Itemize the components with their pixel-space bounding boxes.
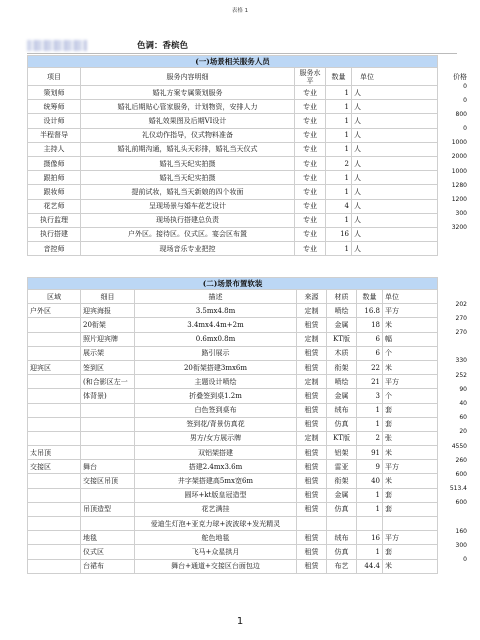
row-area [28,318,81,332]
row-unit: 人 [352,242,438,256]
row-item: 主持人 [28,142,81,156]
row-qty: 9 [357,460,383,474]
row-desc: 婚礼后期贴心管家服务，计划物资，安排人力 [81,100,295,114]
row-desc: 花艺满挂 [135,502,297,516]
row-price: 3200 [451,224,467,232]
row-desc: 井字架搭建高5mx宽6m [135,474,297,488]
row-qty: 16 [326,227,352,241]
row-qty: 1 [326,114,352,128]
row-area [28,502,81,516]
page-number: 1 [236,616,244,627]
row-price: 60 [459,414,467,422]
row-desc: 现场执行搭建总负责 [81,213,295,227]
col-item: 项目 [28,68,81,86]
row-qty: 1 [326,213,352,227]
service-staff-table [27,55,438,256]
row-price: 800 [455,110,467,118]
table-row [28,360,438,374]
row-desc: 礼仪动作指导，仪式物料准备 [81,128,295,142]
row-level: 专业 [295,114,326,128]
row-price: 20 [459,428,467,436]
row-area [28,559,81,573]
row-price: 260 [455,456,467,464]
row-price: 300 [455,210,467,218]
row-price: 600 [455,470,467,478]
col-unit2: 单位 [383,290,438,304]
row-mat: 铝架 [327,446,357,460]
row-sub: 地毯 [81,531,135,545]
row-qty: 1 [357,403,383,417]
row-desc: 3.4mx4.4m+2m [135,318,297,332]
row-area [28,332,81,346]
row-src: 租赁 [297,360,327,374]
row-item: 摄像师 [28,156,81,170]
row-mat: 喷绘 [327,375,357,389]
row-qty: 1 [326,100,352,114]
row-unit: 个 [383,389,438,403]
row-desc: 签到花/背景仿真花 [135,417,297,431]
row-price: 300 [455,541,467,549]
row-src: 租赁 [297,389,327,403]
row-qty: 1 [357,502,383,516]
row-qty: 1 [326,142,352,156]
row-sub [81,517,135,531]
table-row [28,185,438,199]
table-row [28,375,438,389]
row-sub: 迎宾海报 [81,304,135,318]
row-unit: 米 [383,318,438,332]
row-price: 330 [455,357,467,365]
row-sub: (和合影区左一 [81,375,135,389]
row-qty: 1 [326,242,352,256]
table-row [28,517,438,531]
row-mat: 仿真 [327,545,357,559]
row-desc: 搭建2.4mx3.6m [135,460,297,474]
row-area [28,431,81,445]
table-row [28,431,438,445]
row-sub [81,403,135,417]
row-unit: 米 [383,474,438,488]
col-sub: 细目 [81,290,135,304]
row-unit: 人 [352,114,438,128]
row-desc: 折叠签到桌1.2m [135,389,297,403]
table-row [28,559,438,573]
row-area: 迎宾区 [28,360,81,374]
row-desc: 户外区。接待区。仪式区。宴会区布置 [81,227,295,241]
row-mat: 金属 [327,318,357,332]
row-unit: 人 [352,156,438,170]
row-sub: 吊顶造型 [81,502,135,516]
row-desc: 白色签到桌布 [135,403,297,417]
row-unit: 米 [383,360,438,374]
row-desc: 舵色地毯 [135,531,297,545]
row-desc: 圆环+kt版皇冠造型 [135,488,297,502]
table-row [28,332,438,346]
table-row [28,128,438,142]
row-level: 专业 [295,185,326,199]
row-mat [327,517,357,531]
row-price: 252 [455,371,467,379]
row-desc: 婚礼效果图及后期VI设计 [81,114,295,128]
row-sub: 展示架 [81,346,135,360]
row-sub [81,488,135,502]
row-area [28,417,81,431]
row-qty: 1 [326,171,352,185]
row-qty: 91 [357,446,383,460]
row-unit: 张 [383,431,438,445]
row-unit: 平方 [383,531,438,545]
row-desc: 舞台+通道+交接区台面包边 [135,559,297,573]
row-qty: 21 [357,375,383,389]
sheet-title: 表格 1 [231,8,249,14]
row-mat: 布艺 [327,559,357,573]
row-desc: 现场音乐专业把控 [81,242,295,256]
decor-table [27,277,438,574]
row-area [28,531,81,545]
row-sub: 照片迎宾牌 [81,332,135,346]
row-area [28,474,81,488]
row-src: 租赁 [297,502,327,516]
row-price: 1200 [451,196,467,203]
row-item: 半程督导 [28,128,81,142]
row-level: 专业 [295,213,326,227]
row-src: 租赁 [297,417,327,431]
table-row [28,227,438,241]
row-item: 执行监理 [28,213,81,227]
row-item: 设计师 [28,114,81,128]
row-mat: 绒布 [327,403,357,417]
table-row [28,446,438,460]
row-src: 租赁 [297,460,327,474]
row-price: 160 [455,527,467,535]
table-row [28,156,438,170]
row-unit: 幅 [383,332,438,346]
table-row [28,318,438,332]
row-level: 专业 [295,156,326,170]
table-row [28,242,438,256]
row-qty [357,517,383,531]
row-price: 600 [455,499,467,507]
row-level: 专业 [295,227,326,241]
row-area: 交接区 [28,460,81,474]
row-qty: 16 [357,531,383,545]
table-row [28,213,438,227]
row-price: 2000 [451,153,467,161]
row-unit: 人 [352,227,438,241]
tone-label: 色调：香槟色 [137,41,189,51]
row-unit: 个 [383,346,438,360]
row-unit: 人 [352,86,438,100]
table-row [28,142,438,156]
row-level: 专业 [295,199,326,213]
row-qty: 1 [326,128,352,142]
row-area: 户外区 [28,304,81,318]
row-unit: 套 [383,417,438,431]
table-row [28,488,438,502]
row-src: 定制 [297,431,327,445]
col-area: 区域 [28,290,81,304]
row-price: 270 [455,329,467,337]
row-unit: 人 [352,171,438,185]
row-qty: 1 [326,86,352,100]
row-src: 租赁 [297,403,327,417]
row-item: 跟拍师 [28,171,81,185]
table-row [28,389,438,403]
row-sub: 交接区吊顶 [81,474,135,488]
row-area: 太吊顶 [28,446,81,460]
col-mat: 材质 [327,290,357,304]
row-src: 定制 [297,304,327,318]
row-level: 专业 [295,100,326,114]
row-price: 0 [463,96,467,104]
row-price: 0 [463,556,467,564]
row-src: 租赁 [297,488,327,502]
row-price: 4550 [451,442,467,450]
row-unit: 套 [383,545,438,559]
row-unit: 平方 [383,460,438,474]
table-row [28,460,438,474]
row-src: 定制 [297,332,327,346]
table-row [28,417,438,431]
row-desc: 飞马+众星拱月 [135,545,297,559]
row-item: 花艺师 [28,199,81,213]
table-row [28,86,438,100]
row-qty: 6 [357,346,383,360]
row-unit: 人 [352,100,438,114]
tone-header [27,38,457,54]
row-price: 513.4 [449,485,467,493]
table-row [28,171,438,185]
row-unit: 米 [383,559,438,573]
row-sub [81,417,135,431]
row-qty: 4 [326,199,352,213]
row-qty: 1 [357,417,383,431]
row-mat: 仿真 [327,417,357,431]
row-item: 策划师 [28,86,81,100]
row-desc: 男方/女方展示牌 [135,431,297,445]
row-mat: 金属 [327,488,357,502]
row-desc: 主题设计喷绘 [135,375,297,389]
table-row [28,114,438,128]
row-sub [81,446,135,460]
row-desc: 提前试妆，婚礼当天新娘的四个妆面 [81,185,295,199]
row-area [28,517,81,531]
row-item: 统筹师 [28,100,81,114]
row-unit: 平方 [383,304,438,318]
row-src: 定制 [297,375,327,389]
row-desc: 呈现场景与婚车花艺设计 [81,199,295,213]
row-sub: 仪式区 [81,545,135,559]
row-desc: 20衔架搭建3mx6m [135,360,297,374]
row-desc: 双铝架搭建 [135,446,297,460]
col-unit: 单位 [352,68,438,86]
row-sub: 体背景) [81,389,135,403]
col-src: 来源 [297,290,327,304]
row-sub: 20衔架 [81,318,135,332]
row-desc: 0.6mx0.8m [135,332,297,346]
row-desc: 爱迪生灯泡+亚克力球+波波球+发光精灵 [135,517,297,531]
row-level: 专业 [295,142,326,156]
row-qty: 22 [357,360,383,374]
row-qty: 1 [326,185,352,199]
row-qty: 40 [357,474,383,488]
row-mat: 雷亚 [327,460,357,474]
row-price: 90 [459,385,467,393]
row-level: 专业 [295,171,326,185]
row-src: 租赁 [297,346,327,360]
blurred-logo [27,40,87,51]
table-row [28,502,438,516]
table-row [28,199,438,213]
row-price: 202 [455,300,467,308]
row-mat: 绒布 [327,531,357,545]
row-qty: 18 [357,318,383,332]
row-sub: 舞台 [81,460,135,474]
row-src: 租赁 [297,446,327,460]
row-sub [81,431,135,445]
row-unit: 套 [383,403,438,417]
row-desc: 婚礼方案专属策划服务 [81,86,295,100]
row-qty: 3 [357,389,383,403]
row-sub: 签到区 [81,360,135,374]
row-unit: 人 [352,185,438,199]
row-unit: 米 [383,446,438,460]
row-src: 租赁 [297,474,327,488]
row-price: 1000 [451,167,467,175]
row-unit: 平方 [383,375,438,389]
row-area [28,346,81,360]
table-row [28,346,438,360]
row-mat: 木质 [327,346,357,360]
row-src: 租赁 [297,531,327,545]
table-row [28,531,438,545]
row-price: 270 [455,314,467,322]
row-mat: 金属 [327,389,357,403]
row-qty: 6 [357,332,383,346]
table-row [28,403,438,417]
table-row [28,304,438,318]
row-unit: 套 [383,488,438,502]
row-mat: KT版 [327,332,357,346]
row-item: 执行搭建 [28,227,81,241]
row-item: 跟妆师 [28,185,81,199]
row-qty: 16.8 [357,304,383,318]
row-level: 专业 [295,128,326,142]
row-price: 0 [463,82,467,90]
table-row [28,545,438,559]
row-mat: 衔架 [327,474,357,488]
row-src [297,517,327,531]
row-src: 租赁 [297,318,327,332]
row-desc: 婚礼当天纪实拍摄 [81,156,295,170]
row-src: 租赁 [297,545,327,559]
row-sub: 台裙布 [81,559,135,573]
row-desc: 婚礼前期沟通，婚礼头天彩排，婚礼当天仪式 [81,142,295,156]
row-unit: 人 [352,128,438,142]
row-area [28,488,81,502]
table-row [28,100,438,114]
row-src: 租赁 [297,559,327,573]
row-desc: 3.5mx4.8m [135,304,297,318]
row-desc: 婚礼当天纪实拍摄 [81,171,295,185]
row-unit [383,517,438,531]
row-qty: 2 [326,156,352,170]
row-mat: KT版 [327,431,357,445]
row-level: 专业 [295,242,326,256]
row-unit: 套 [383,502,438,516]
col-desc2: 描述 [135,290,297,304]
row-area [28,389,81,403]
row-unit: 人 [352,199,438,213]
row-item: 音控师 [28,242,81,256]
col-qty2: 数量 [357,290,383,304]
row-area [28,545,81,559]
row-mat: 喷绘 [327,304,357,318]
col-price: 价格 [453,73,467,81]
col-level: 服务水平 [295,68,326,86]
row-price: 1000 [451,139,467,147]
row-price: 40 [459,400,467,407]
row-area [28,375,81,389]
table-row [28,474,438,488]
row-qty: 1 [357,545,383,559]
row-unit: 人 [352,142,438,156]
row-price: 1280 [451,181,467,189]
row-mat: 衔架 [327,360,357,374]
row-desc: 路引展示 [135,346,297,360]
row-mat: 仿真 [327,502,357,516]
section2-title: (二)场景布置软装 [28,278,438,290]
row-qty: 1 [357,488,383,502]
row-area [28,403,81,417]
col-qty: 数量 [326,68,352,86]
row-unit: 人 [352,213,438,227]
row-qty: 44.4 [357,559,383,573]
row-price: 0 [463,125,467,133]
row-level: 专业 [295,86,326,100]
col-desc: 服务内容明细 [81,68,295,86]
section1-title: (一)场景相关服务人员 [28,56,438,68]
row-qty: 2 [357,431,383,445]
